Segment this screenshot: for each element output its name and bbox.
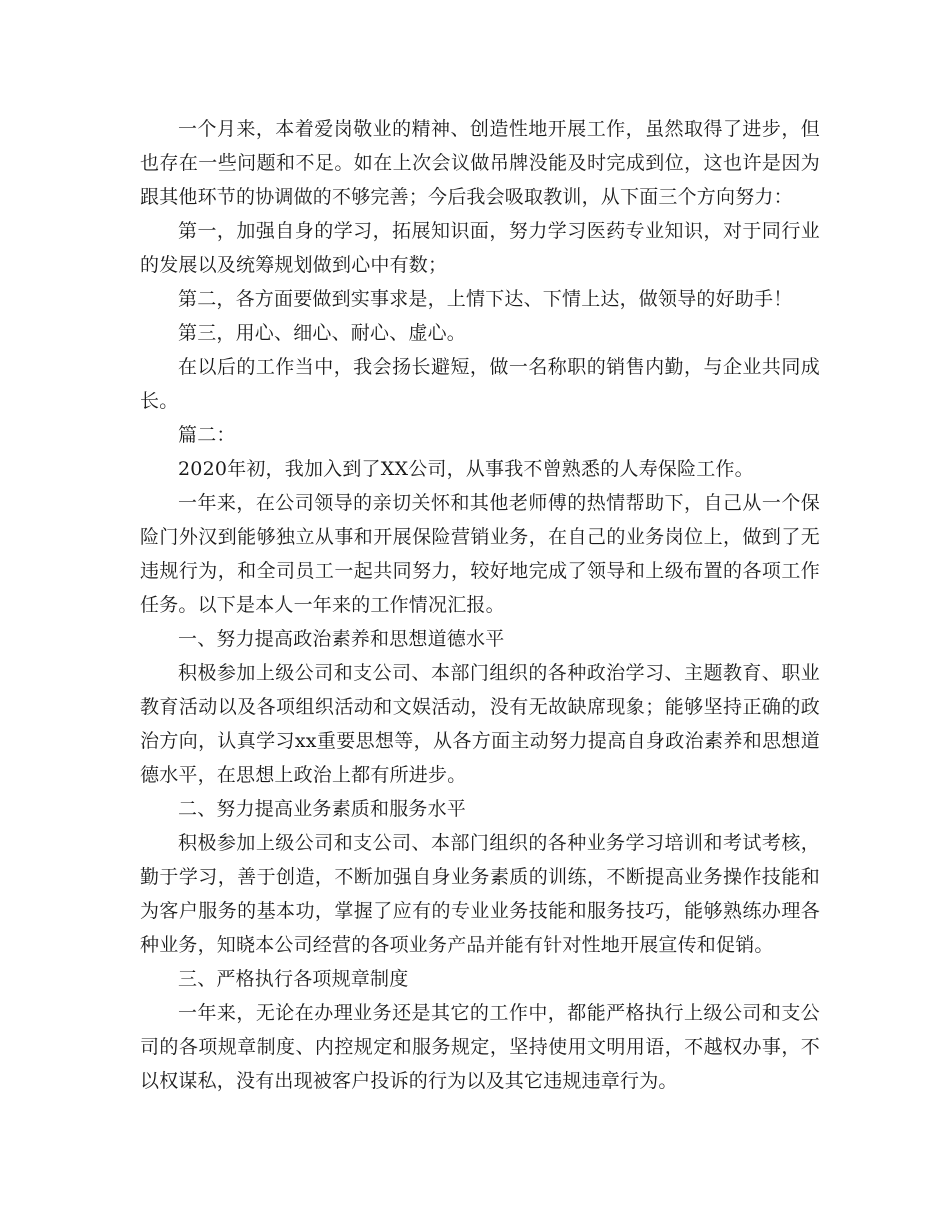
heading-business-quality: 二、努力提高业务素质和服务水平 <box>178 798 467 820</box>
paragraph-point-one: 第一，加强自身的学习，拓展知识面，努力学习医药专业知识，对于同行业的发展以及统筹规划做到心中有数； <box>140 220 820 276</box>
paragraph-point-three: 第三，用心、细心、耐心、虚心。 <box>178 322 467 344</box>
paragraph-political-quality: 积极参加上级公司和支公司、本部门组织的各种政治学习、主题教育、职业教育活动以及各项组织活动和文娱活动，没有无故缺席现象；能够坚持正确的政治方向，认真学习xx重要思想等，从各方面主动努力提高自身政治素养和思想道德水平，在思想上政治上都有所进步。 <box>140 662 820 786</box>
paragraph-business-quality: 积极参加上级公司和支公司、本部门组织的各种业务学习培训和考试考核，勤于学习，善于创造，不断加强自身业务素质的训练，不断提高业务操作技能和为客户服务的基本功，掌握了应有的专业业务技能和服务技巧，能够熟练办理各种业务，知晓本公司经营的各项业务产品并能有针对性地开展宣传和促销。 <box>140 832 820 956</box>
heading-political-quality: 一、努力提高政治素养和思想道德水平 <box>178 628 505 650</box>
paragraph-intro: 一个月来，本着爱岗敬业的精神、创造性地开展工作，虽然取得了进步，但也存在一些问题和不足。如在上次会议做吊牌没能及时完成到位，这也许是因为跟其他环节的协调做的不够完善；今后我会吸取教训，从下面三个方向努力： <box>140 118 820 208</box>
section-heading-part-two: 篇二： <box>178 424 236 446</box>
paragraph-year-summary: 一年来，在公司领导的亲切关怀和其他老师傅的热情帮助下，自己从一个保险门外汉到能够独立从事和开展保险营销业务，在自己的业务岗位上，做到了无违规行为，和全司员工一起共同努力，较好地完成了领导和上级布置的各项工作任务。以下是本人一年来的工作情况汇报。 <box>140 492 820 616</box>
paragraph-regulations: 一年来，无论在办理业务还是其它的工作中，都能严格执行上级公司和支公司的各项规章制度、内控规定和服务规定，坚持使用文明用语，不越权办事，不以权谋私，没有出现被客户投诉的行为以及其它违规违章行为。 <box>140 1002 820 1092</box>
paragraph-joining: 2020年初，我加入到了XX公司，从事我不曾熟悉的人寿保险工作。 <box>178 458 754 480</box>
document-body <box>140 112 820 1098</box>
heading-regulations: 三、严格执行各项规章制度 <box>178 968 409 990</box>
paragraph-point-two: 第二，各方面要做到实事求是，上情下达、下情上达，做领导的好助手！ <box>178 288 793 310</box>
paragraph-closing: 在以后的工作当中，我会扬长避短，做一名称职的销售内勤，与企业共同成长。 <box>140 356 820 412</box>
